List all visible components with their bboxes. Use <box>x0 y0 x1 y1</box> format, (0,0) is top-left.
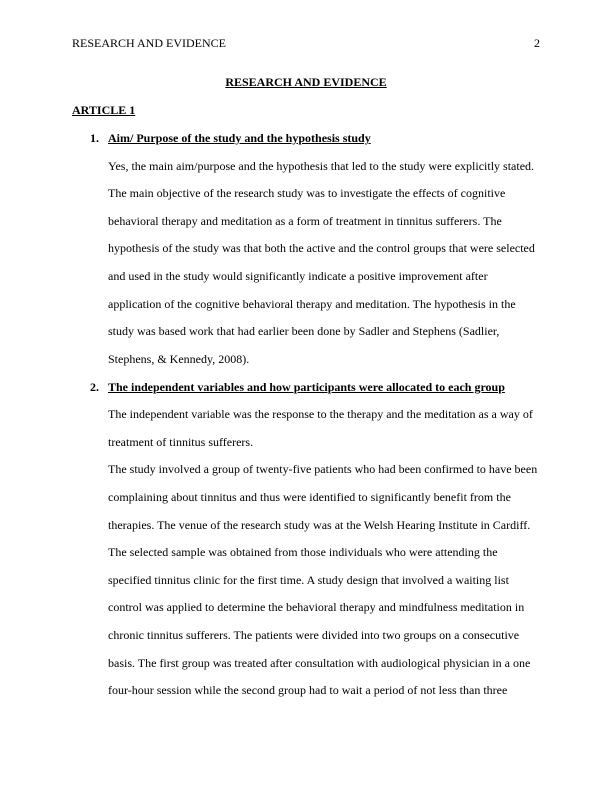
paragraph-line: specified tinnitus clinic for the first time. A study design that involved a waiting list <box>108 573 509 587</box>
paragraph-line: hypothesis of the study was that both the active and the control groups that were selected <box>108 241 535 255</box>
paragraph-line: basis. The first group was treated after consultation with audiological physician in a one <box>108 656 531 670</box>
paragraph-line: four-hour session while the second group had to wait a period of not less than three <box>108 683 508 697</box>
document-title: RESEARCH AND EVIDENCE <box>225 75 387 89</box>
paragraph-line: Yes, the main aim/purpose and the hypothesis that led to the study were explicitly stated. <box>108 159 535 173</box>
paragraph-line: The selected sample was obtained from those individuals who were attending the <box>108 545 498 559</box>
paragraph-line: The study involved a group of twenty-five patients who had been confirmed to have been <box>108 462 538 476</box>
paragraph-line: The main objective of the research study was to investigate the effects of cognitive <box>108 186 506 200</box>
paragraph-line: The independent variable was the response to the therapy and the meditation as a way of <box>108 407 533 421</box>
paragraph-line: Stephens, & Kennedy, 2008). <box>108 352 250 366</box>
paragraph-line: and used in the study would significantly indicate a positive improvement after <box>108 269 488 283</box>
paragraph-line: therapies. The venue of the research study was at the Welsh Hearing Institute in Cardiff. <box>108 518 531 532</box>
paragraph-line: chronic tinnitus sufferers. The patients were divided into two groups on a consecutive <box>108 628 520 642</box>
paragraph-line: application of the cognitive behavioral therapy and meditation. The hypothesis in the <box>108 297 516 311</box>
paragraph-line: study was based work that had earlier been done by Sadler and Stephens (Sadlier, <box>108 324 500 338</box>
list-item-heading: Aim/ Purpose of the study and the hypothesis study <box>108 131 371 145</box>
section-heading: ARTICLE 1 <box>72 103 136 117</box>
paragraph-line: treatment of tinnitus sufferers. <box>108 435 254 449</box>
list-item-number: 1. <box>90 131 99 145</box>
page-number: 2 <box>534 36 540 50</box>
list-item-heading: The independent variables and how participants were allocated to each group <box>108 380 505 394</box>
paragraph-line: complaining about tinnitus and thus were identified to significantly benefit from the <box>108 490 511 504</box>
paragraph-line: control was applied to determine the behavioral therapy and mindfulness meditation in <box>108 600 525 614</box>
paragraph-line: behavioral therapy and meditation as a form of treatment in tinnitus sufferers. The <box>108 214 502 228</box>
running-head: RESEARCH AND EVIDENCE <box>72 36 227 50</box>
list-item-number: 2. <box>90 380 99 394</box>
